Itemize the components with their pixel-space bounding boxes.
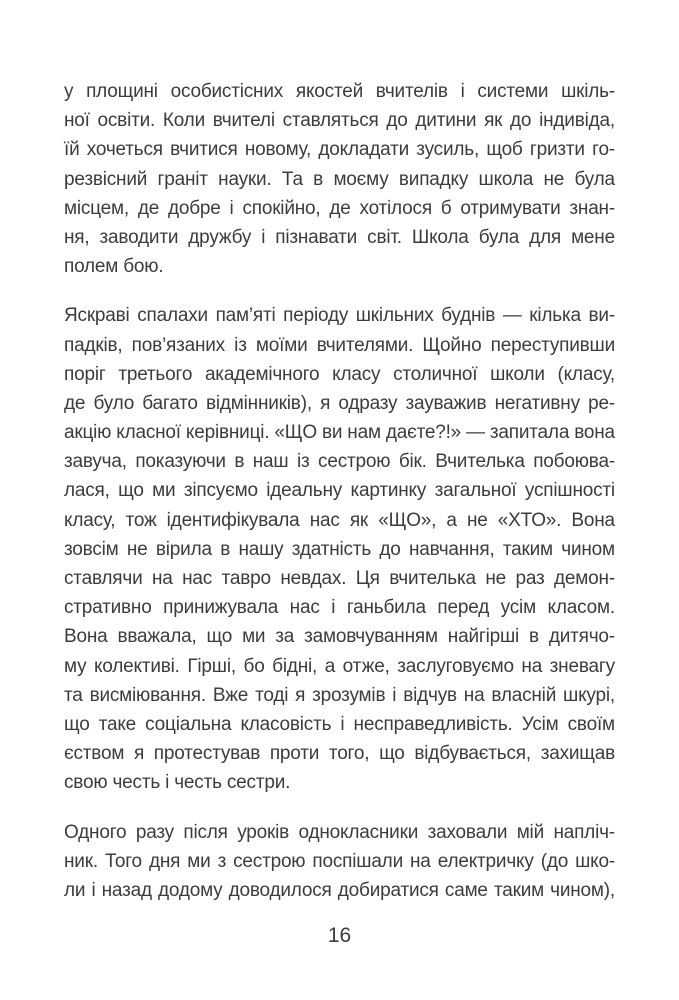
text-line: що таке соціальна класовість і несправедливість. Усім своїм: [64, 713, 615, 735]
text-line: ставлячи на нас тавро невдах. Ця вчителька не раз демон-: [64, 568, 615, 589]
paragraph: [64, 77, 615, 281]
text-line: акцію класної керівниці. «ЩО ви нам даєте?!» — запитала вона: [64, 422, 615, 444]
text-line: Яскраві спалахи пам’яті періоду шкільних буднів — кілька ви-: [64, 305, 615, 327]
text-line: му колективі. Гірші, бо бідні, а отже, заслуговуємо на зневагу: [64, 655, 615, 677]
text-line: місцем, де добре і спокійно, де хотілося б отримувати знан-: [64, 197, 615, 219]
text-line: полем бою.: [64, 256, 164, 278]
text-line: стративно принижувала нас і ганьбила перед усім класом.: [64, 597, 615, 619]
text-line: класу, тож ідентифікувала нас як «ЩО», а не «ХТО». Вона: [64, 509, 615, 531]
text-line: падків, пов’язаних із моїми вчителями. Щойно переступивши: [64, 334, 615, 356]
text-line: завуча, показуючи в наш із сестрою бік. Вчителька побоюва-: [64, 451, 615, 473]
text-line: лася, що ми зіпсуємо ідеальну картинку загальної успішності: [64, 480, 615, 502]
text-line: ня, заводити дружбу і пізнавати світ. Школа була для мене: [64, 226, 615, 248]
paragraph: [64, 301, 615, 797]
text-line: Одного разу після уроків однокласники заховали мій напліч-: [64, 821, 615, 843]
page-text: [64, 77, 615, 905]
text-line: свою честь і честь сестри.: [64, 772, 291, 794]
text-line: де було багато відмінників), я одразу зауважив негативну ре-: [64, 392, 615, 414]
text-line: ник. Того дня ми з сестрою поспішали на електричку (до шко-: [64, 850, 615, 872]
page-number: 16: [327, 924, 352, 947]
text-line: зовсім не вірила в нашу здатність до навчання, таким чином: [64, 538, 615, 560]
text-line: їй хочеться вчитися новому, докладати зусиль, щоб гризти го-: [64, 139, 615, 161]
text-line: у площині особистісних якостей вчителів і системи шкіль-: [64, 81, 615, 102]
text-line: єством я протестував проти того, що відбувається, захищав: [64, 743, 615, 765]
text-line: поріг третього академічного класу столичної школи (класу,: [64, 363, 615, 385]
text-line: Вона вважала, що ми за замовчуванням найгірші в дитячо-: [64, 626, 615, 648]
text-line: ли і назад додому доводилося добиратися саме таким чином),: [64, 879, 615, 901]
text-line: та висміювання. Вже тоді я зрозумів і відчув на власній шкурі,: [64, 684, 615, 706]
text-line: резвісний граніт науки. Та в моєму випадку школа не була: [64, 168, 615, 190]
paragraph: [64, 818, 615, 906]
text-line: ної освіти. Коли вчителі ставляться до дитини як до індивіда,: [64, 110, 615, 132]
